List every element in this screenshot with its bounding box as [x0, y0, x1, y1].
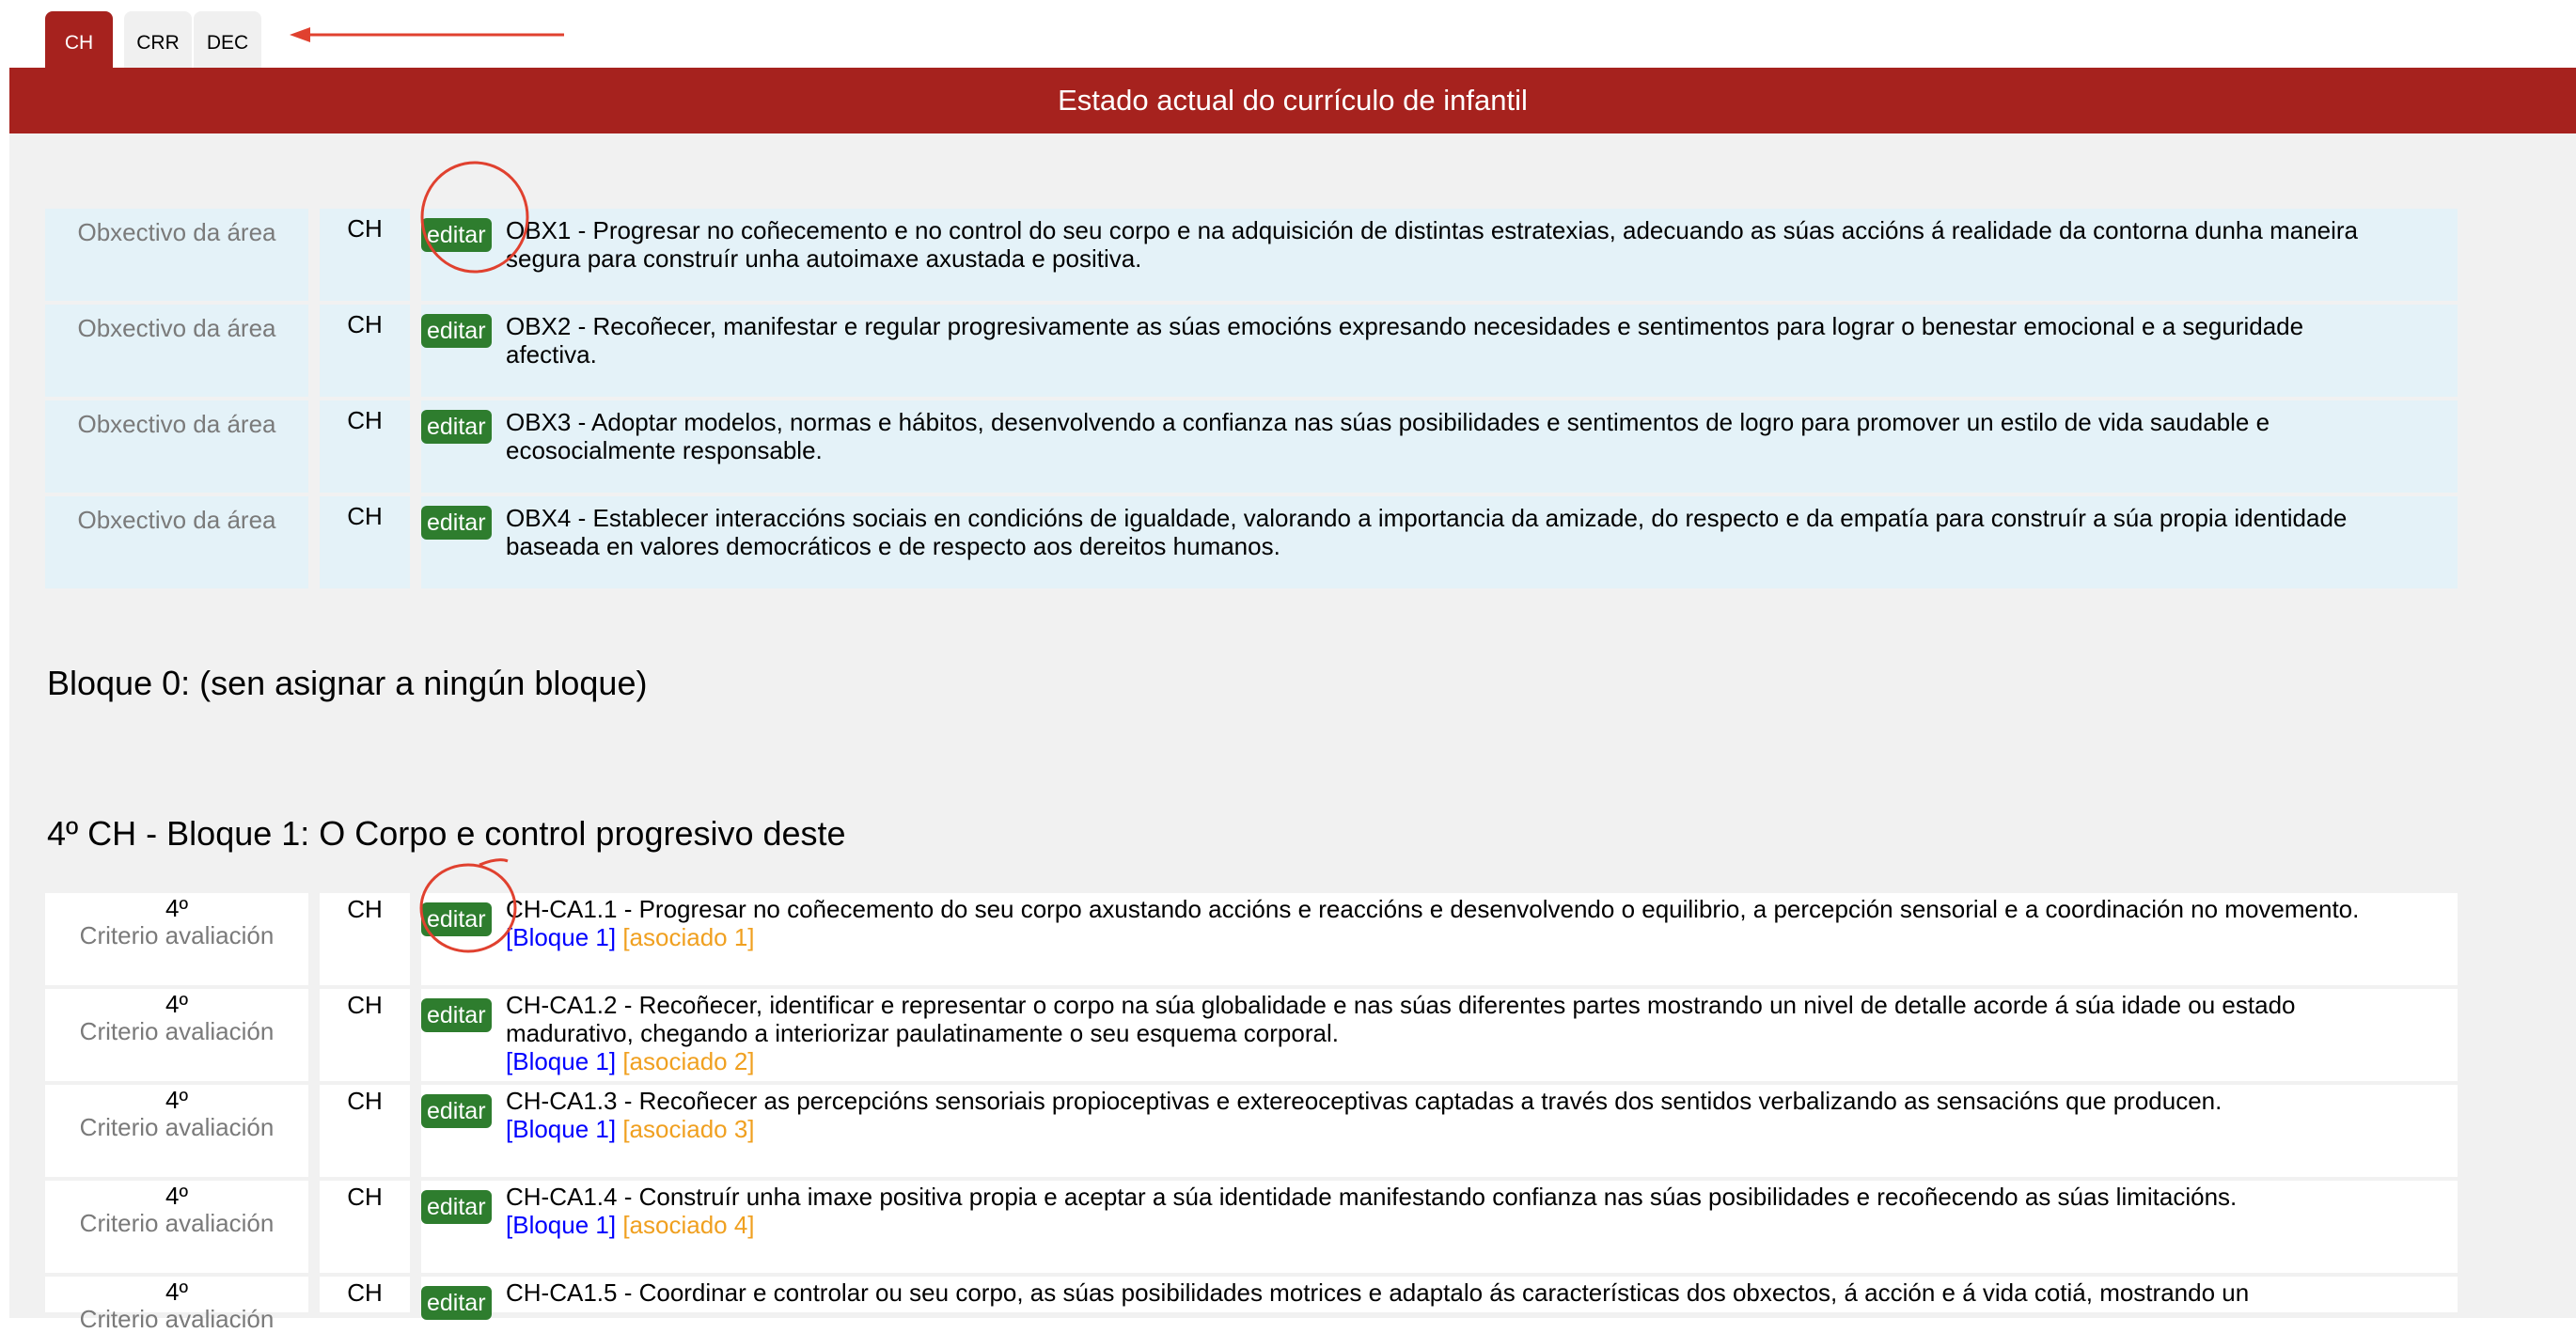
row-text [506, 1087, 2364, 1143]
row-type [45, 1277, 308, 1333]
row-type [45, 1181, 308, 1273]
row-label: Criterio avaliación [79, 1209, 275, 1237]
row-type: Obxectivo da área [45, 305, 308, 397]
bloque-tag[interactable]: [Bloque 1] [506, 1047, 617, 1075]
row-text [506, 895, 2364, 951]
objective-row [45, 400, 2458, 493]
criterion-row [45, 1085, 2458, 1177]
criterion-text: CH-CA1.2 - Recoñecer, identificar e representar o corpo na súa globalidade e nas súas diferentes partes mostrando un nivel de detalle acorde á súa idade ou estado madurativo, chegando a interiorizar paulatinamente o seu esquema corporal. [506, 991, 2296, 1047]
edit-button[interactable]: editar [421, 902, 492, 936]
criterion-row [45, 989, 2458, 1081]
criterion-text: CH-CA1.3 - Recoñecer as percepcións sensoriais propioceptivas e extereoceptivas captadas a través dos sentidos verbalizando as sensacións que producen. [506, 1087, 2223, 1115]
row-type [45, 989, 308, 1081]
row-content [421, 1085, 2458, 1177]
criterion-tags [506, 1047, 2364, 1075]
row-text: OBX1 - Progresar no coñecemento e no control do seu corpo e na adquisición de distintas estratexias, adecuando as súas accións á realidade da contorna dunha maneira segura para construír unha autoimaxe axustada e positiva. [506, 216, 2359, 273]
edit-button[interactable]: editar [421, 1190, 492, 1224]
row-text [506, 991, 2364, 1075]
row-text [506, 1183, 2364, 1239]
bloque-0-title: Bloque 0: (sen asignar a ningún bloque) [47, 664, 648, 702]
edit-button[interactable]: editar [421, 1094, 492, 1128]
bloque-1-title: 4º CH - Bloque 1: O Corpo e control progresivo deste [47, 814, 846, 853]
edit-button[interactable]: editar [421, 998, 492, 1032]
asociado-tag[interactable]: [asociado 2] [622, 1047, 755, 1075]
edit-button[interactable]: editar [421, 506, 492, 540]
row-content [421, 305, 2458, 397]
row-level: 4º [165, 1182, 188, 1210]
asociado-tag[interactable]: [asociado 4] [622, 1211, 755, 1239]
edit-button[interactable]: editar [421, 314, 492, 348]
edit-button[interactable]: editar [421, 1286, 492, 1320]
objective-row [45, 496, 2458, 588]
criterion-text: CH-CA1.4 - Construír unha imaxe positiva propia e aceptar a súa identidade manifestando confianza nas súas posibilidades e recoñecendo as súas limitacións. [506, 1183, 2238, 1211]
criterion-row [45, 1181, 2458, 1273]
bloque-tag[interactable]: [Bloque 1] [506, 1211, 617, 1239]
page-title: Estado actual do currículo de infantil [9, 68, 2576, 133]
edit-button[interactable]: editar [421, 410, 492, 444]
edit-button[interactable]: editar [421, 218, 492, 252]
row-type: Obxectivo da área [45, 400, 308, 493]
row-area: CH [320, 1277, 410, 1312]
row-content [421, 1181, 2458, 1273]
objective-row [45, 209, 2458, 301]
row-type [45, 893, 308, 985]
criterion-row [45, 1277, 2458, 1333]
row-area: CH [320, 1085, 410, 1177]
row-text: OBX4 - Establecer interaccións sociais en condicións de igualdade, valorando a importancia da amizade, do respecto e da empatía para construír a súa propia identidade baseada en valores democráticos e de respecto aos dereitos humanos. [506, 504, 2348, 560]
row-area: CH [320, 305, 410, 397]
row-label: Criterio avaliación [79, 1305, 275, 1333]
row-content [421, 496, 2458, 588]
row-type: Obxectivo da área [45, 496, 308, 588]
row-area: CH [320, 1181, 410, 1273]
row-content [421, 400, 2458, 493]
tab-dec[interactable]: DEC [194, 11, 261, 68]
annotation-arrow [282, 17, 573, 55]
row-area: CH [320, 496, 410, 588]
row-content [421, 893, 2458, 985]
criterion-tags [506, 1211, 2364, 1239]
asociado-tag[interactable]: [asociado 1] [622, 923, 755, 951]
objective-row [45, 305, 2458, 397]
row-level: 4º [165, 1086, 188, 1114]
row-content [421, 1277, 2458, 1316]
row-level: 4º [165, 894, 188, 922]
row-text: OBX3 - Adoptar modelos, normas e hábitos, desenvolvendo a confianza nas súas posibilidades e sentimentos de logro para promover un estilo de vida saudable e ecosocialmente responsable. [506, 408, 2270, 464]
row-area: CH [320, 400, 410, 493]
criterion-row [45, 893, 2458, 985]
row-label: Criterio avaliación [79, 1017, 275, 1045]
tab-crr[interactable]: CRR [124, 11, 192, 68]
row-text: OBX2 - Recoñecer, manifestar e regular progresivamente as súas emocións expresando necesidades e sentimentos para lograr o benestar emocional e a seguridade afectiva. [506, 312, 2304, 369]
row-text [506, 1278, 2364, 1307]
criterion-text: CH-CA1.1 - Progresar no coñecemento do seu corpo axustando accións e reaccións e desenvolvendo o equilibrio, a percepción sensorial e a coordinación no movemento. [506, 895, 2360, 923]
row-type [45, 1085, 308, 1177]
criterion-tags [506, 923, 2364, 951]
row-area: CH [320, 209, 410, 301]
row-level: 4º [165, 1278, 188, 1306]
row-content [421, 989, 2458, 1081]
row-level: 4º [165, 990, 188, 1018]
criterion-text: CH-CA1.5 - Coordinar e controlar ou seu corpo, as súas posibilidades motrices e adaptalo ás características dos obxectos, á acción e á vida cotiá, mostrando un [506, 1278, 2250, 1307]
row-area: CH [320, 989, 410, 1081]
row-content [421, 209, 2458, 301]
bloque-tag[interactable]: [Bloque 1] [506, 923, 617, 951]
row-type: Obxectivo da área [45, 209, 308, 301]
asociado-tag[interactable]: [asociado 3] [622, 1115, 755, 1143]
criterion-tags [506, 1115, 2364, 1143]
row-label: Criterio avaliación [79, 921, 275, 949]
row-area: CH [320, 893, 410, 985]
bloque-tag[interactable]: [Bloque 1] [506, 1115, 617, 1143]
tab-ch[interactable]: CH [45, 11, 113, 68]
row-label: Criterio avaliación [79, 1113, 275, 1141]
